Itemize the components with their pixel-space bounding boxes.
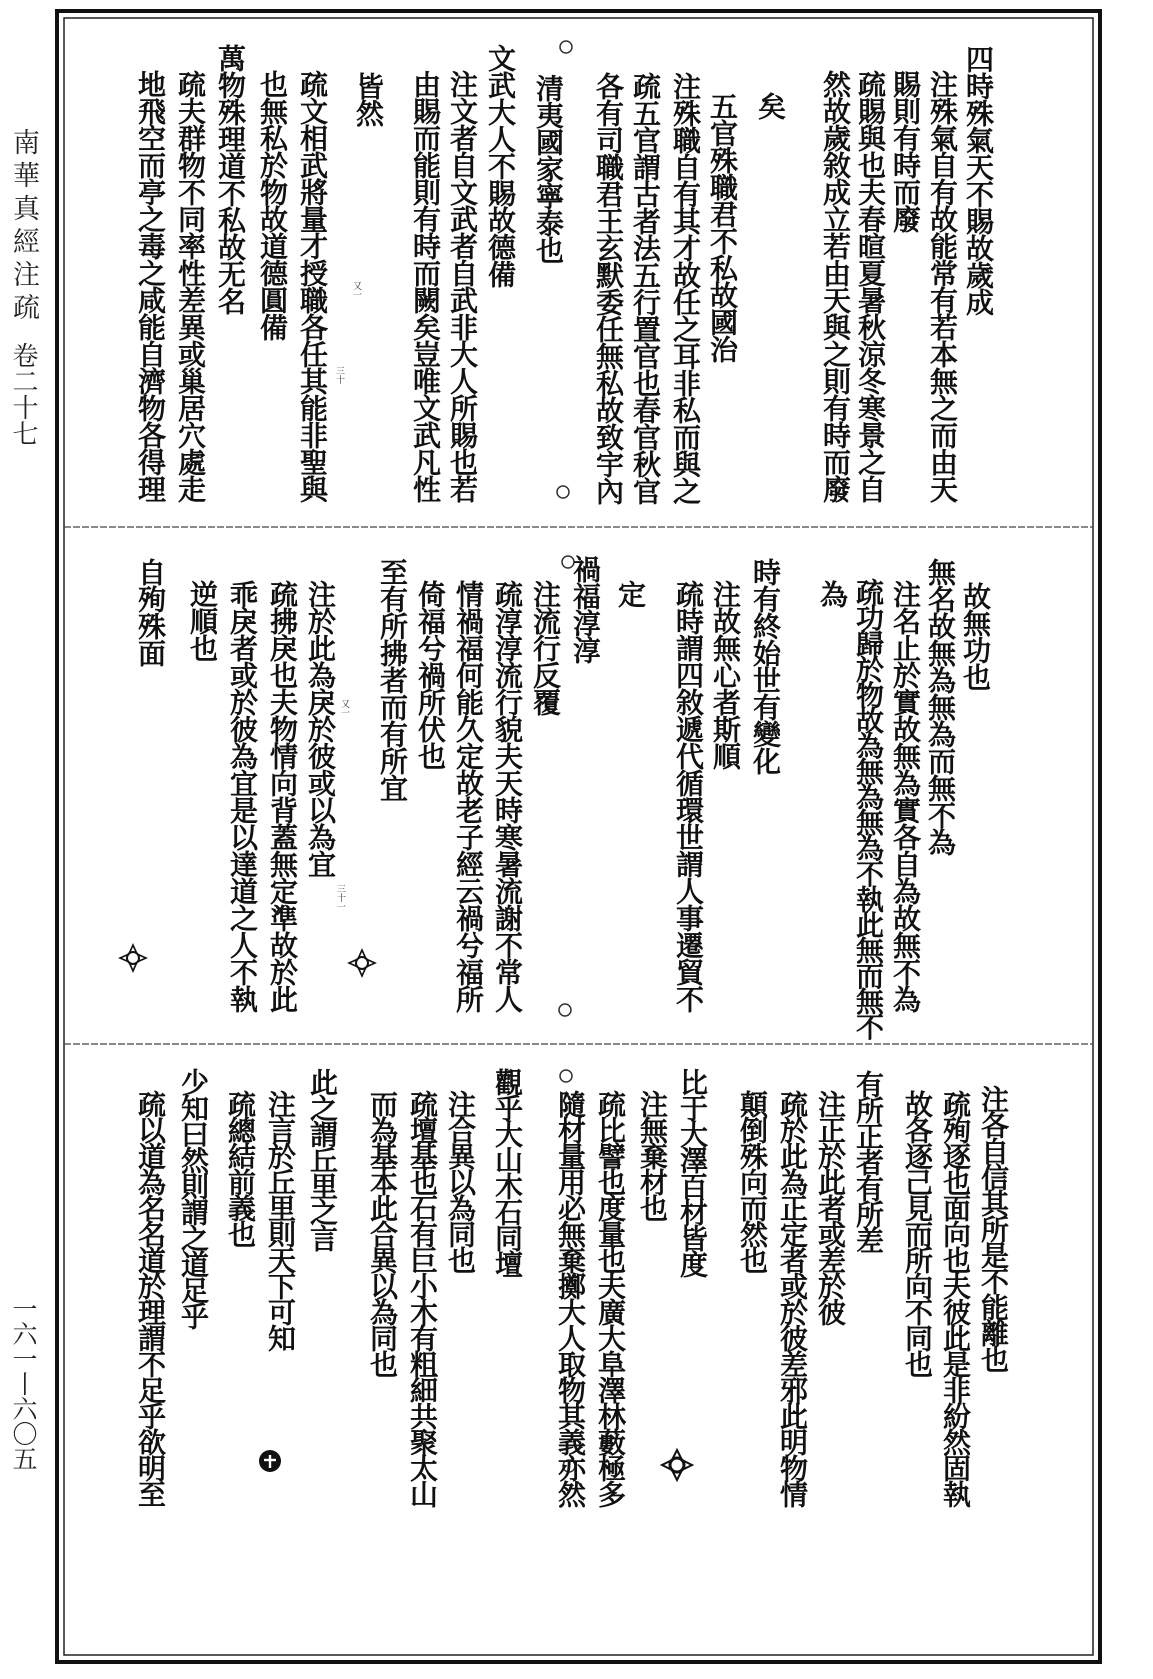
- text-column: 疏總結前義也: [224, 1090, 257, 1246]
- text-column: 注殊職自有其才故任之耳非私而與之: [669, 72, 702, 504]
- text-column: 注言於丘里則天下可知: [264, 1090, 297, 1350]
- page-number: 一六一丨六〇五: [9, 1296, 38, 1471]
- text-column: 至有所拂者而有所宜: [376, 558, 409, 801]
- text-column: 故各逐己見而所向不同也: [901, 1090, 934, 1376]
- text-column: 觀乎大山木石同壇: [491, 1068, 524, 1276]
- margin-note: 三十: [334, 366, 344, 384]
- text-column: 時有終始世有變化: [749, 558, 782, 774]
- text-column: 自殉殊面: [134, 558, 167, 666]
- text-column: 清夷國家寧泰也: [532, 74, 565, 263]
- text-column: 而為基本此合異以為同也: [366, 1090, 399, 1376]
- volume-label: 卷二十七: [8, 342, 38, 446]
- text-column: 注正於此者或差於彼: [814, 1090, 847, 1324]
- text-column: 隨材量用必無棄擲大人取物其義亦然: [554, 1090, 587, 1506]
- text-column: 地飛空而亭之毒之咸能自濟物各得理: [134, 70, 167, 502]
- text-column: 也無私於物故道德圓備: [256, 70, 289, 340]
- text-column: 疏壇基也石有巨小木有粗細共聚太山: [406, 1090, 439, 1506]
- text-column: 皆然: [352, 72, 385, 126]
- text-column: 注文者自文武者自武非大人所賜也若: [446, 70, 479, 502]
- text-column: 文武大人不賜故德備: [484, 44, 517, 287]
- text-column: 顛倒殊向而然也: [736, 1090, 769, 1272]
- text-column: 有所正者有所差: [852, 1070, 885, 1252]
- text-column: 疏以道為名名道於理謂不足乎欲明至: [134, 1090, 167, 1506]
- panel-middle: [63, 528, 1094, 1043]
- text-column: 注無棄材也: [636, 1090, 669, 1220]
- text-column: 少知曰然則謂之道足乎: [177, 1068, 210, 1328]
- text-column: 然故歲敘成立若由天與之則有時而廢: [819, 70, 852, 502]
- text-column: 禍福淳淳: [569, 555, 602, 663]
- text-column: 無名故無為無為而無不為: [924, 558, 957, 855]
- text-column: 疏五官謂古者法五行置官也春官秋官: [629, 72, 662, 504]
- text-column: 注殊氣自有故能常有若本無之而由天: [926, 70, 959, 502]
- text-column: 故無功也: [959, 582, 992, 690]
- text-column: 疏時謂四敘遞代循環世謂人事遷貿不: [672, 580, 705, 1012]
- margin-note: 又一: [351, 281, 361, 299]
- text-column: 五官殊職君不私故國治: [706, 92, 739, 362]
- panel-bottom: [63, 1046, 1094, 1656]
- text-column: 由賜而能則有時而闕矣豈唯文武凡性: [409, 70, 442, 502]
- book-title: 南華真經注疏: [8, 128, 39, 326]
- text-column: 逆順也: [186, 580, 219, 661]
- text-column: 此之謂丘里之言: [306, 1068, 339, 1250]
- text-column: 各有司職君王玄默委任無私故致宇內: [592, 72, 625, 504]
- text-column: 定: [614, 580, 647, 607]
- text-column: 疏比譬也度量也夫廣大阜澤林藪極多: [594, 1090, 627, 1506]
- text-column: 比于大澤百材皆度: [676, 1068, 709, 1276]
- text-column: 疏拂戾也夫物情向背蓋無定準故於此: [266, 580, 299, 1012]
- text-column: 疏於此為正定者或於彼差邪此明物情: [776, 1090, 809, 1506]
- panel-top: [63, 17, 1094, 526]
- text-column: 賜則有時而廢: [889, 70, 922, 232]
- text-column: 情禍福何能久定故老子經云禍兮福所: [452, 580, 485, 1012]
- text-column: 為: [816, 580, 849, 607]
- text-column: 疏賜與也夫春暄夏暑秋涼冬寒景之自: [854, 70, 887, 502]
- text-column: 疏殉逐也面向也夫彼此是非紛然固執: [939, 1090, 972, 1506]
- text-column: 疏淳淳流行貌夫天時寒暑流謝不常人: [491, 580, 524, 1012]
- margin-note: 三十一: [335, 884, 345, 911]
- text-column: 注於此為戾於彼或以為宜: [304, 580, 337, 877]
- text-column: 四時殊氣天不賜故歲成: [962, 45, 995, 315]
- text-column: 注故無心者斯順: [709, 580, 742, 769]
- text-column: 矣: [754, 92, 787, 119]
- text-column: 疏功歸於物故為無為無為不執此無而無不: [852, 578, 885, 1039]
- text-column: 乖戾者或於彼為宜是以達道之人不執: [226, 580, 259, 1012]
- text-column: 疏文相武將量才授職各任其能非聖與: [296, 70, 329, 502]
- margin-note: 又一: [339, 699, 349, 717]
- text-column: 疏夫群物不同率性差異或巢居穴處走: [174, 70, 207, 502]
- text-column: 倚福兮禍所伏也: [414, 580, 447, 769]
- text-column: 注合異以為同也: [444, 1090, 477, 1272]
- text-column: 注各自信其所是不能離也: [977, 1085, 1010, 1371]
- text-column: 注流行反覆: [529, 580, 562, 715]
- text-column: 注名止於實故無為實各自為故無不為: [889, 580, 922, 1012]
- text-column: 萬物殊理道不私故无名: [214, 44, 247, 314]
